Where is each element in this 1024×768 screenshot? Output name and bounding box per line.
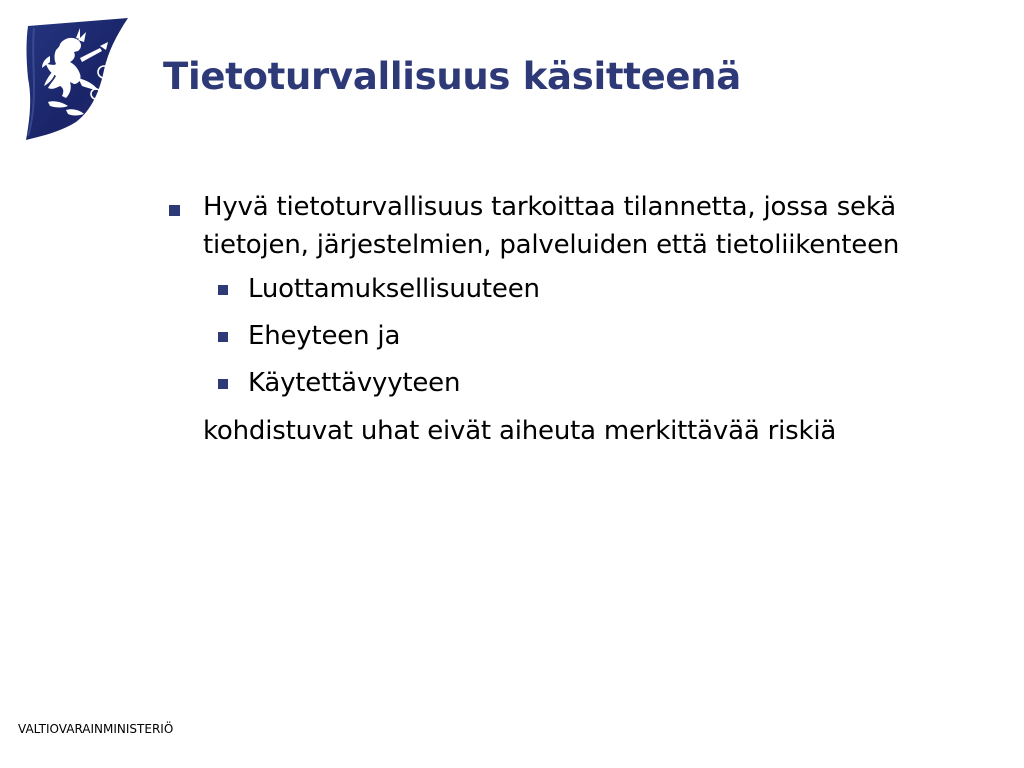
sub-bullet-text: Käytettävyyteen: [248, 368, 461, 398]
continuation-text: kohdistuvat uhat eivät aiheuta merkittävää riskiä: [203, 416, 837, 446]
footer-ministry-name: VALTIOVARAINMINISTERIÖ: [18, 722, 174, 736]
square-bullet-icon: [218, 285, 228, 295]
main-bullet-text: Hyvä tietoturvallisuus tarkoittaa tilannetta, jossa sekä tietojen, järjestelmien, palveluiden että tietoliikenteen: [203, 192, 900, 260]
slide-title: Tietoturvallisuus käsitteenä: [163, 55, 741, 98]
finnish-lion-crest-icon: [20, 18, 132, 140]
main-bullet-item: [163, 188, 1003, 264]
square-bullet-icon: [218, 332, 228, 342]
sub-bullet-text: Luottamuksellisuuteen: [248, 274, 540, 304]
slide-body: [163, 188, 1003, 450]
square-bullet-icon: [218, 379, 228, 389]
sub-bullet-item: [163, 364, 1003, 402]
square-bullet-icon: [169, 205, 180, 216]
sub-bullet-item: [163, 317, 1003, 355]
sub-bullet-item: [163, 270, 1003, 308]
sub-bullet-text: Eheyteen ja: [248, 321, 401, 351]
